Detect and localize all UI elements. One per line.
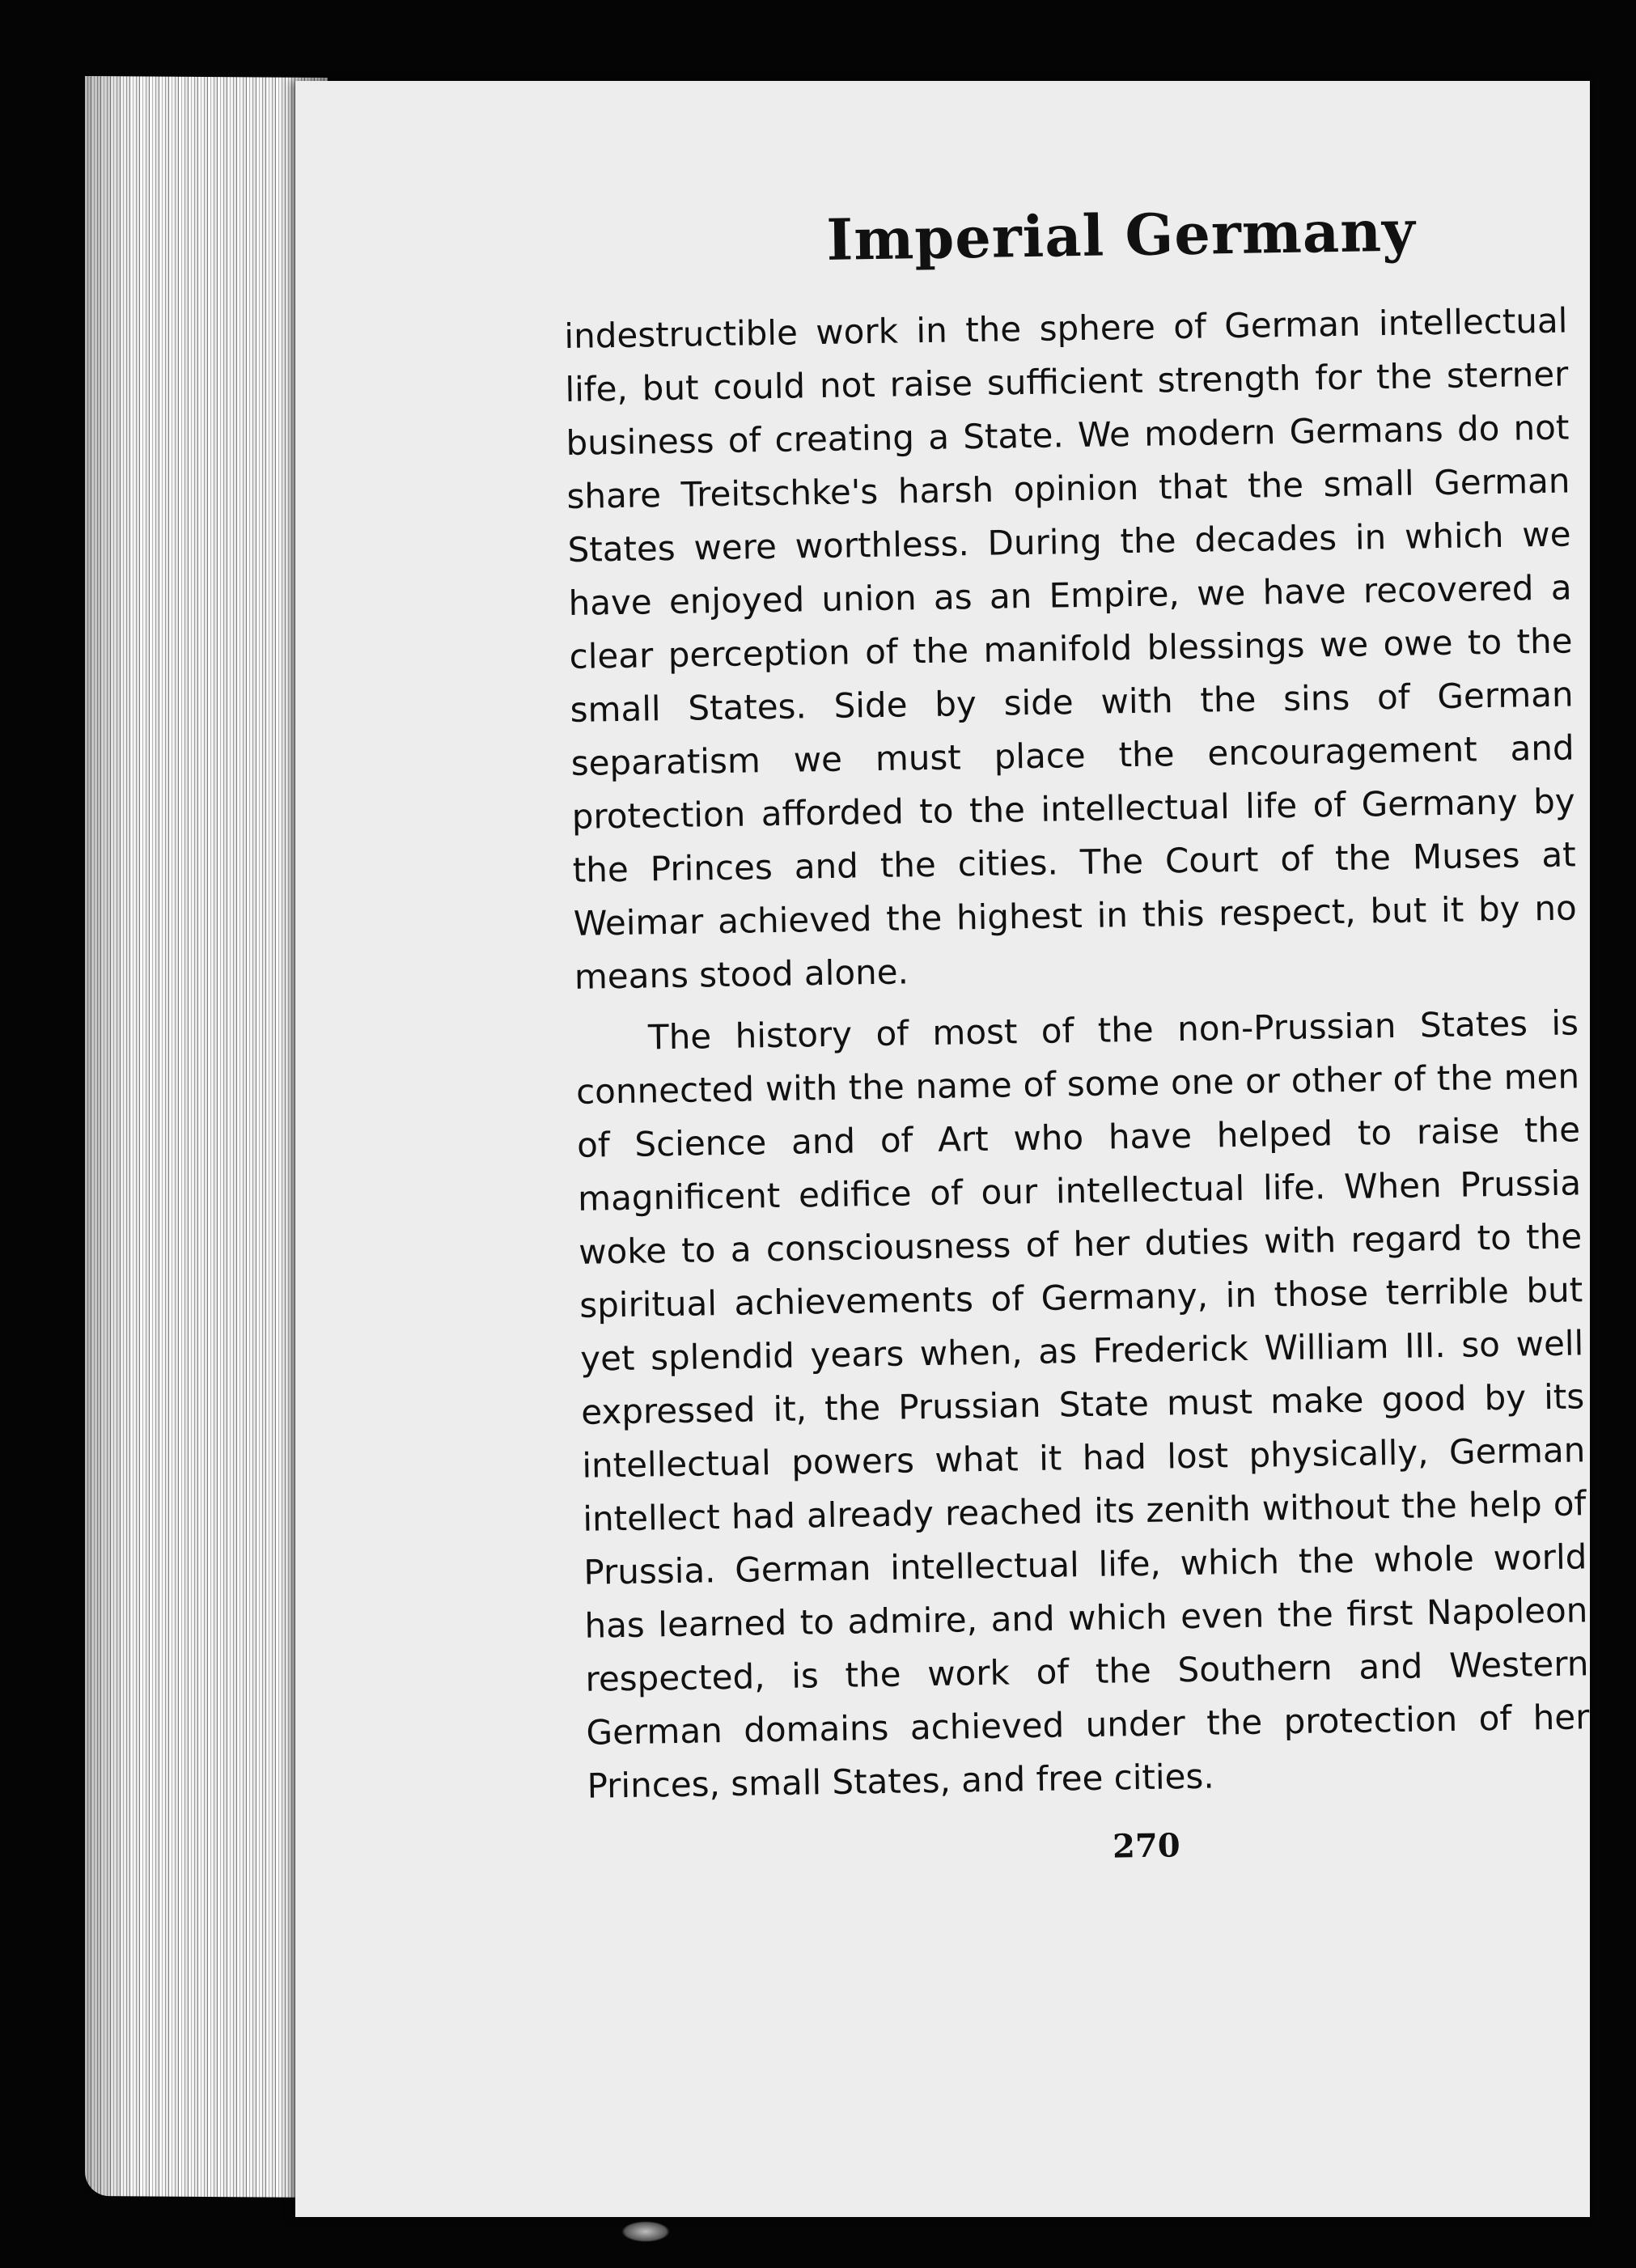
paragraph-2: The history of most of the non-Prussian States is connected with the name of some one or other of the men of Science and of Art who have helped to raise the magnificent edifice of our intellectual life. When Prussia woke to a consciousness of her duties with regard to the spiritual achievements of Germany, in those terrible but yet splendid years when, as Frederick William III. so well expressed it, the Prussian State must make good by its intellectual powers what it had lost physically, German intellect had already reached its zenith without the help of Prussia. German intellectual life, which the whole world has learned to admire, and which even the first Napoleon respected, is the work of the Southern and Western German domains achieved under the protection of her Princes, small States, and free cities. [575, 1003, 1590, 1806]
page-number: 270 [1112, 1826, 1180, 1866]
scan-artifact [621, 2221, 670, 2242]
paragraph-1: indestructible work in the sphere of German intellectual life, but could not raise sufficient strength for the sterner business of creating a State. We modern Germans do not share Treitschke's harsh opinion that the small German States were worthless. During the decades in which we have enjoyed union as an Empire, we have recovered a clear perception of the manifold blessings we owe to the small States. Side by side with the sins of German separatism we must place the encouragement and protection afforded to the intellectual life of Germany by the Princes and the cities. The Court of the Muses at Weimar achieved the highest in this respect, but it by no means stood alone. [564, 300, 1578, 997]
page-sheet [295, 81, 1590, 2217]
running-head: Imperial Germany [825, 197, 1417, 273]
page-text-block [562, 194, 1616, 1874]
page-edge-stack [85, 76, 328, 2198]
